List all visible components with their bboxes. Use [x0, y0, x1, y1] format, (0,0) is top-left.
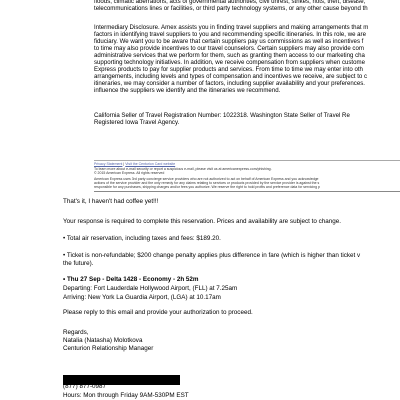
text-line: telecommunications lines or facilities, or third party technology systems, or any other cause beyond th: [94, 5, 368, 13]
departing-line: Departing: Fort Lauderdale Hollywood Airport, (FLL) at 7.25am: [63, 285, 238, 292]
text-line: California Seller of Travel Registration Number: 1022318. Washington State Seller of Travel Re: [94, 112, 350, 119]
text-line: itineraries, we may consider a number of factors, including supplier availability and your preferences.: [94, 80, 365, 88]
opening-line: That's it, I haven't had coffee yet!!!: [63, 198, 159, 205]
phone-number: (877) 877-0987: [63, 383, 107, 390]
text-line: arrangements, including levels and types of compensation and incentives we receive, are subject to c: [94, 73, 368, 81]
force-majeure-paragraph: [94, 0, 400, 12]
signer-name: Natalia (Natasha) Molotkova: [63, 337, 143, 344]
text-line: to time may also provide incentives to our travel counselors. Certain suppliers may also provide com: [94, 45, 364, 53]
text-line: To learn more about e-mail security or report a suspicious e-mail, please visit us at americanexpress.com/phishing.: [94, 167, 272, 171]
ticket-terms-line-continued: the future).: [63, 260, 94, 267]
text-line: actions of the service provider and the only remedy for any claims relating to services or products provided by the service provider is against the s: [94, 181, 320, 186]
text-line: supporting technology initiatives. In addition, we receive compensation from suppliers when custome: [94, 59, 365, 67]
copyright-line: © 2015 American Express. All rights reserved: [94, 171, 165, 176]
signoff-regards: Regards,: [63, 329, 89, 336]
arriving-line: Arriving: New York La Guardia Airport, (LGA) at 10.17am: [63, 294, 221, 301]
office-hours: Hours: Mon through Friday 9AM-530PM EST: [63, 392, 189, 399]
text-line: administrative services that we perform for them, such as granting them access to our marketing cha: [94, 52, 365, 60]
authorization-request: Please reply to this email and provide your authorization to proceed.: [63, 309, 253, 316]
text-line: floods, climatic aberrations, acts of governmental authorities, civil unrest, strikes, riots, theft, disease,: [94, 0, 366, 5]
footer-divider: [94, 160, 400, 161]
text-line: responsible for any purchases, shipping charges and/or fees you authorize. We reserve the right to hold profits and preference data for servicing p: [94, 185, 321, 190]
privacy-statement-link[interactable]: Privacy Statement: [94, 162, 123, 166]
text-line: Express products to pay for supplier products and services. From time to time we may enter into oth: [94, 66, 363, 74]
centurion-website-link[interactable]: Visit the Centurion Card website: [125, 162, 176, 166]
seller-of-travel-paragraph: [94, 112, 400, 126]
quoted-message-divider: [94, 191, 400, 192]
flight-header: • Thu 27 Sep - Delta 1428 - Economy - 2h 52m: [63, 276, 199, 283]
response-required-line: Your response is required to complete this reservation. Prices and availability are subject to change.: [63, 218, 342, 225]
signer-title: Centurion Relationship Manager: [63, 345, 154, 352]
link-separator: |: [122, 162, 126, 166]
intermediary-disclosure-paragraph: [94, 24, 400, 94]
total-reservation-line: • Total air reservation, including taxes and fees: $189.20.: [63, 235, 221, 242]
footer-links: [94, 162, 400, 166]
footer-security-notice: [94, 167, 400, 175]
text-line: Registered Iowa Travel Agency.: [94, 119, 180, 127]
ticket-terms-line: • Ticket is non-refundable; $200 change penalty applies plus difference in fare (which is higher than ticket v: [63, 252, 361, 259]
text-line: factors in identifying travel suppliers to you and recommending specific itineraries. In this role, we are: [94, 31, 366, 39]
text-line: Intermediary Disclosure. Amex assists you in finding travel suppliers and making arrangements that m: [94, 24, 369, 31]
text-line: American Express uses 3rd party concierge service providers who are not authorized to act on behalf of American Express and you acknowledge: [94, 177, 319, 181]
footer-disclaimer: [94, 177, 400, 189]
text-line: influence the suppliers we identify and the itineraries we recommend.: [94, 87, 281, 95]
text-line: fiduciary. We want you to be aware that certain suppliers pay us commissions as well as incentives f: [94, 38, 364, 46]
